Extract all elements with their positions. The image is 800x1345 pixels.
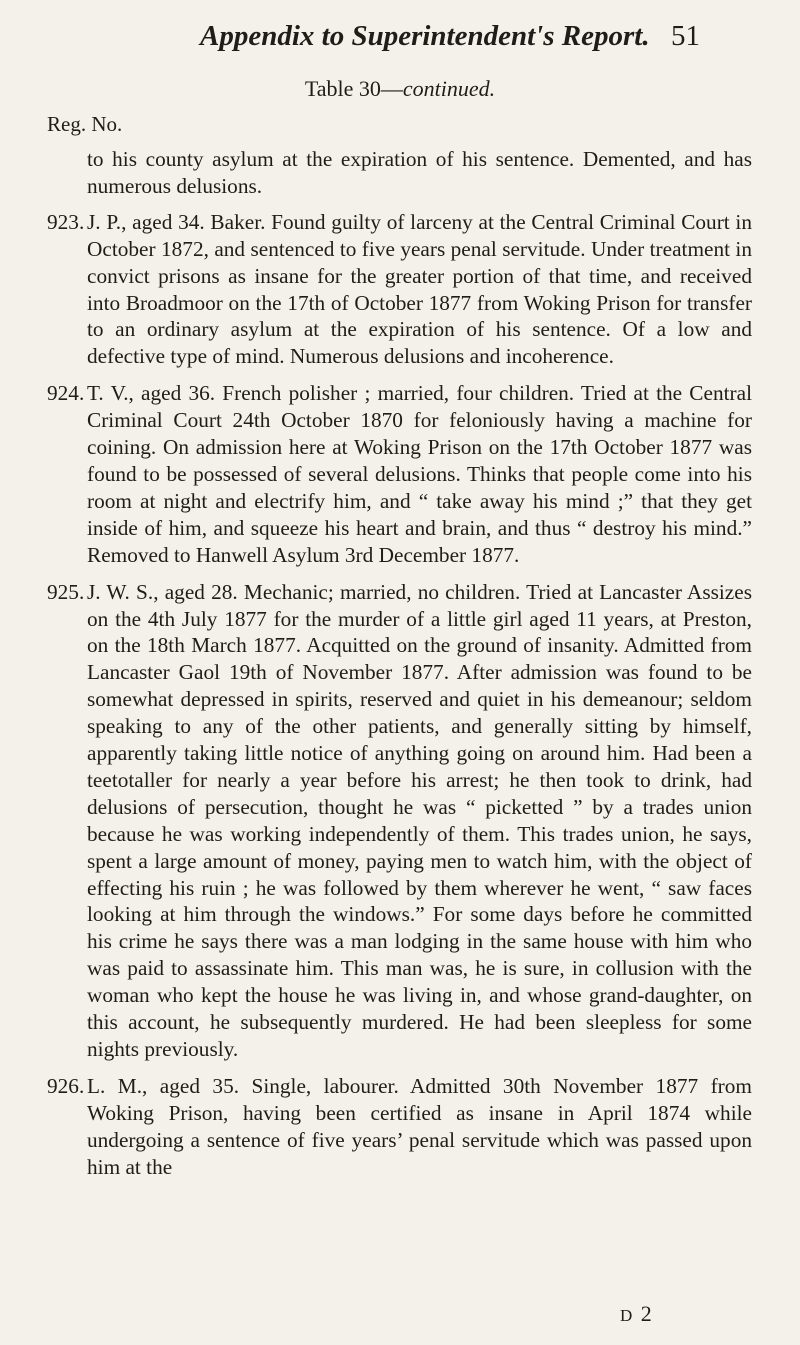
page-number: 51 <box>671 19 700 52</box>
entry-number: 926. <box>47 1073 85 1098</box>
table-title-main: Table 30— <box>304 76 403 101</box>
entry-number: 924. <box>47 381 85 406</box>
entry-926 <box>47 1073 752 1181</box>
signature-mark <box>620 1301 654 1327</box>
reg-no-label: Reg. No. <box>47 112 123 136</box>
table-title-continued: continued. <box>402 76 496 101</box>
entry-number: 925. <box>47 579 85 604</box>
table-title <box>0 76 800 102</box>
entry-925 <box>47 579 752 1063</box>
entry-text: J. P., aged 34. Baker. Found guilty of larceny at the Central Criminal Court in October 1872, and sentenced to five years penal servitude. Under treatment in convict prisons as insane for the greater portion of that time, and received into Broadmoor on the 17th of October 1877 from Woking Prison for transfer to an ordinary asylum at the expiration of his sentence. Of a low and defective type of mind. Numerous delusions and incoherence. <box>87 209 752 369</box>
entry-924 <box>47 380 752 568</box>
entry-text: J. W. S., aged 28. Mechanic; married, no children. Tried at Lancaster Assizes on the 4th July 1877 for the murder of a little girl aged 11 years, at Preston, on the 18th March 1877. Acquitted on the ground of insanity. Admitted from Lancaster Gaol 19th of November 1877. After admission was found to be somewhat depressed in spirits, reserved and quiet in his demeanour; seldom speaking to any of the other patients, and generally sitting by himself, apparently taking little notice of anything going on around him. Had been a teetotaller for nearly a year before his arrest; he then took to drink, had delusions of persecution, thought he was “ picketted ” by a trades union because he was working independently of them. This trades union, he says, spent a large amount of money, paying men to watch him, with the object of effecting his ruin ; he was followed by them wherever he went, “ saw faces looking at him through the windows.” For some days before he committed his crime he says there was a man lodging in the same house with him who was paid to assassinate him. This man was, he is sure, in collusion with the woman who kept the house he was living in, and whose grand-daughter, on this account, he subsequently murdered. He had been sleepless for some nights previously. <box>87 579 752 1061</box>
entry-number: 923. <box>47 209 85 234</box>
entry-923 <box>47 209 752 370</box>
entry-text: L. M., aged 35. Single, labourer. Admitted 30th November 1877 from Woking Prison, having been certified as insane in April 1874 while undergoing a sentence of five years’ penal servitude which was passed upon him at the <box>87 1073 752 1179</box>
continuation-paragraph: to his county asylum at the expiration of his sentence. Demented, and has numerous delusions. <box>87 147 752 198</box>
running-header <box>200 16 700 56</box>
entry-text: T. V., aged 36. French polisher ; married, four children. Tried at the Central Criminal Court 24th October 1870 for feloniously having a machine for coining. On admission here at Woking Prison on the 17th October 1877 was found to be possessed of several delusions. Thinks that people come into his room at night and electrify him, and “ take away his mind ;” that they get inside of him, and squeeze his heart and brain, and thus “ destroy his mind.” Removed to Hanwell Asylum 3rd December 1877. <box>87 381 752 567</box>
signature-letter: D <box>620 1306 634 1325</box>
header-title: Appendix to Superintendent's Report. <box>200 19 650 52</box>
signature-number: 2 <box>640 1301 654 1326</box>
document-body <box>47 146 752 1191</box>
